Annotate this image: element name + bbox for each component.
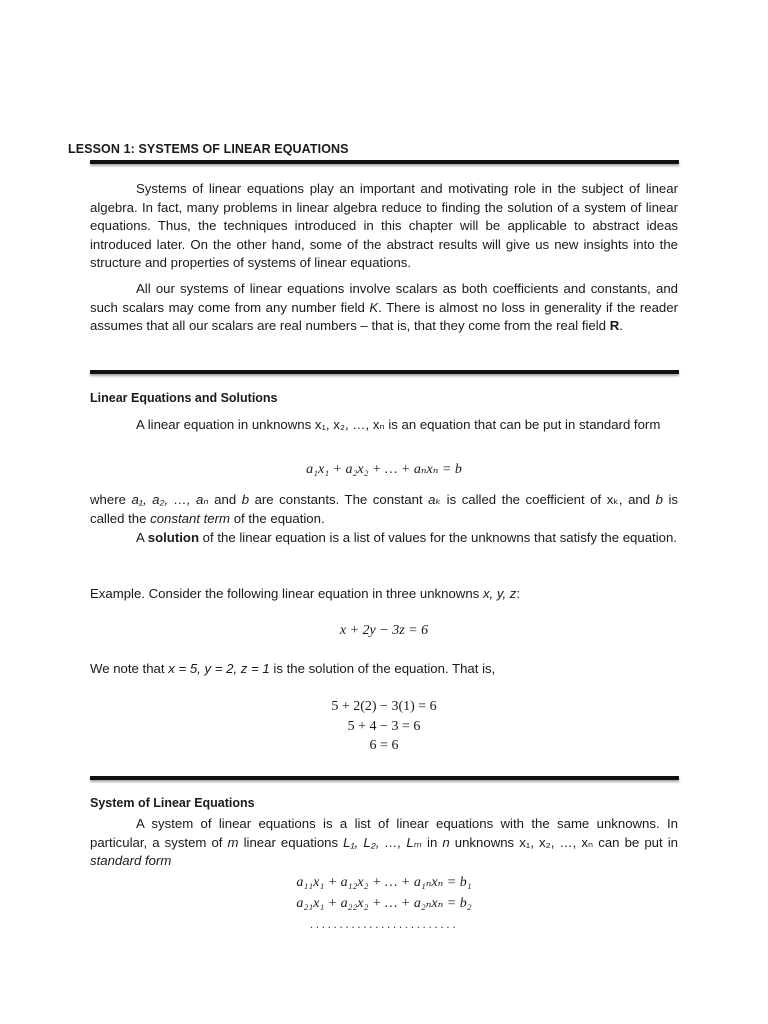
lesson-title: LESSON 1: SYSTEMS OF LINEAR EQUATIONS bbox=[68, 142, 349, 156]
system-definition: A system of linear equations is a list of linear equations with the same unknowns. In particular, a system of m linear equations L₁, L₂, …, Lₘ in n unknowns x₁, x₂, …, xₙ can be put in standard form bbox=[90, 816, 678, 869]
section-heading-linear-equations: Linear Equations and Solutions bbox=[90, 391, 278, 405]
intro-paragraph-1: Systems of linear equations play an important and motivating role in the subject of linear algebra. In fact, many problems in linear algebra reduce to finding the solution of a system of linear equations. Thus, the techniques introduced in this chapter will be applicable to abstract ideas introduced later. On the other hand, some of the abstract results will give us new insights into the structure and properties of systems of linear equations. bbox=[90, 181, 678, 271]
check-line-2: 5 + 4 − 3 = 6 bbox=[347, 719, 421, 734]
intro-paragraph-2: All our systems of linear equations involve scalars as both coefficients and constants, and such scalars may come from any number field K. There is almost no loss in generality if the reader assumes that all our scalars are real numbers – that is, that they come from the real field R. bbox=[90, 281, 678, 334]
linear-equation-definition: A linear equation in unknowns x₁, x₂, …, xₙ is an equation that can be put in standard form bbox=[136, 417, 661, 432]
section-rule-1 bbox=[90, 370, 679, 374]
field-k: K bbox=[369, 299, 379, 315]
section-heading-system: System of Linear Equations bbox=[90, 796, 255, 810]
example-paragraph: Example. Consider the following linear equation in three unknowns x, y, z: bbox=[90, 586, 521, 601]
section-rule-2 bbox=[90, 776, 679, 780]
constants-paragraph: where a₁, a₂, …, aₙ and b are constants. The constant aₖ is called the coefficient of xₖ, and b is called the constant term of the equation. bbox=[90, 492, 679, 526]
check-line-1: 5 + 2(2) − 3(1) = 6 bbox=[331, 699, 437, 714]
system-equation-2: a₂₁x₁ + a₂₂x₂ + … + a₂ₙxₙ = b₂ bbox=[296, 896, 472, 911]
solution-term: solution bbox=[147, 530, 200, 545]
system-equation-1: a₁₁x₁ + a₁₂x₂ + … + a₁ₙxₙ = b₁ bbox=[296, 875, 472, 890]
note-paragraph: We note that x = 5, y = 2, z = 1 is the solution of the equation. That is, bbox=[90, 661, 496, 676]
field-r: R bbox=[609, 318, 620, 334]
title-rule bbox=[90, 160, 679, 164]
equation-standard-form: a₁x₁ + a₂x₂ + … + aₙxₙ = b bbox=[306, 462, 462, 477]
solution-definition: A solution of the linear equation is a list of values for the unknowns that satisfy the equation. bbox=[136, 530, 677, 545]
check-line-3: 6 = 6 bbox=[369, 738, 399, 753]
equation-example: x + 2y − 3z = 6 bbox=[339, 623, 429, 638]
system-continuation-dots: ......................... bbox=[309, 917, 459, 931]
